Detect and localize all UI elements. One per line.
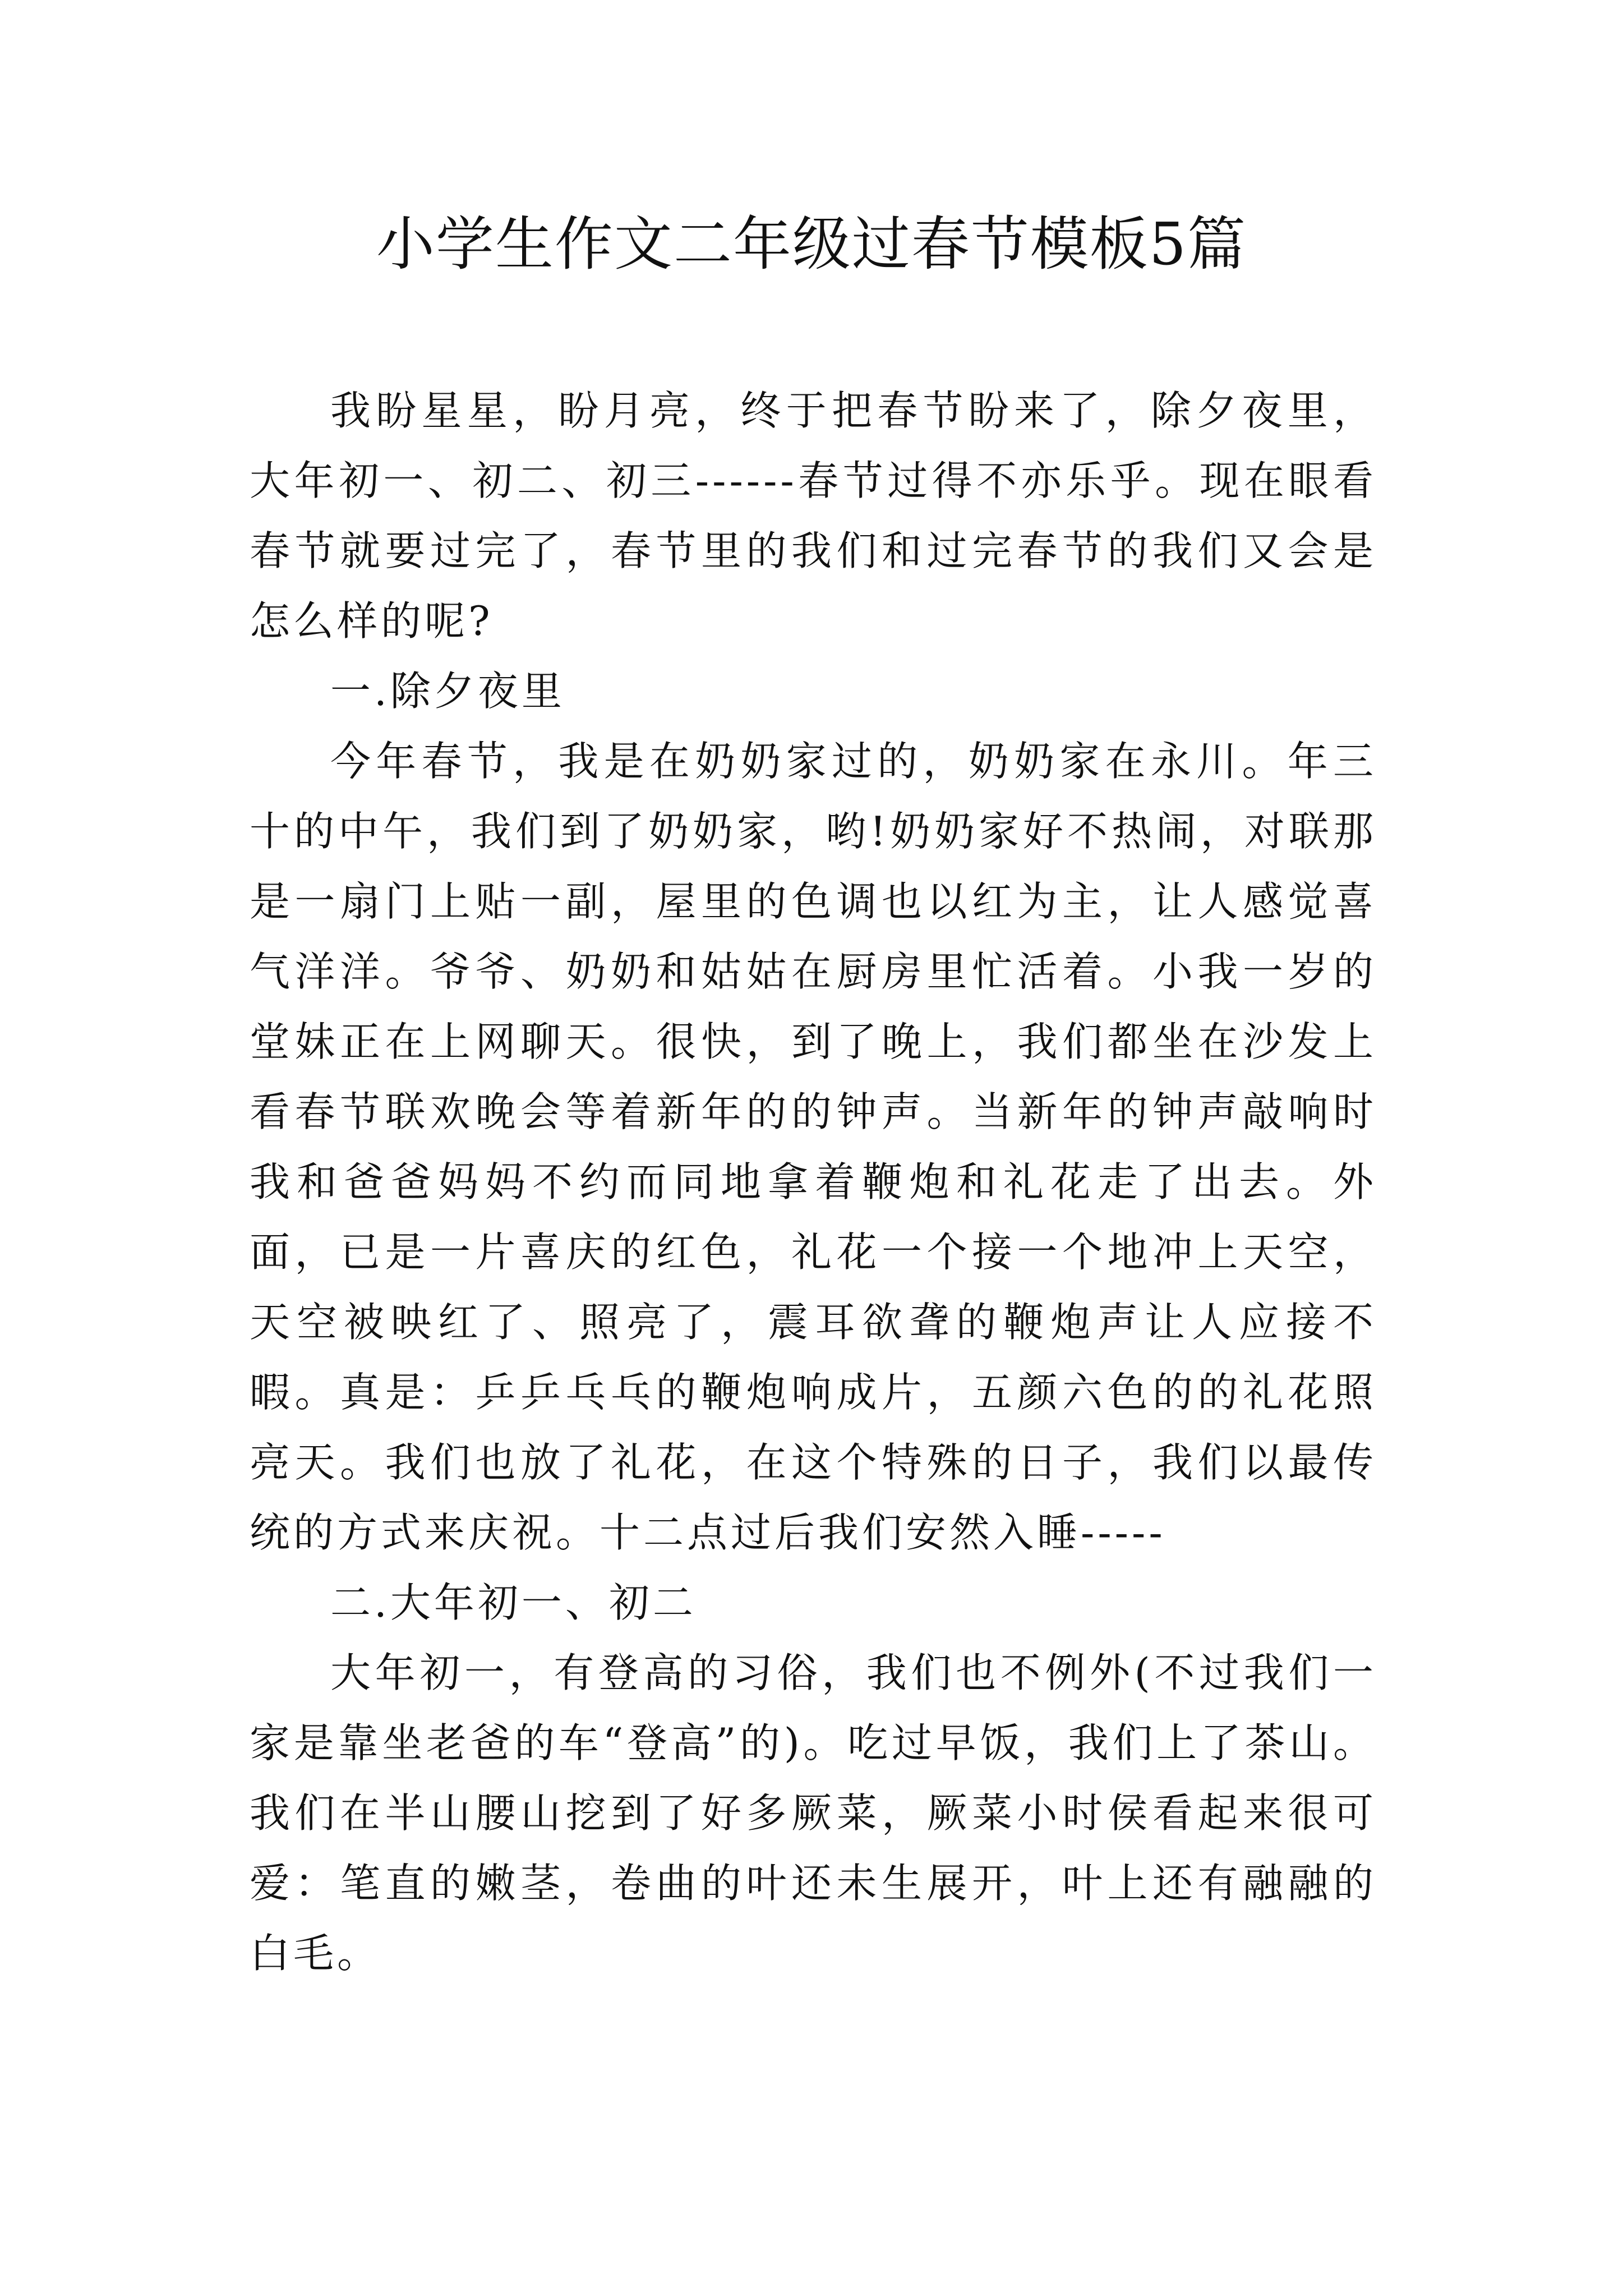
paragraph-intro: 我盼星星，盼月亮，终于把春节盼来了，除夕夜里，大年初一、初二、初三------春节过得不亦乐乎。现在眼看春节就要过完了，春节里的我们和过完春节的我们又会是怎么样的呢? xyxy=(250,387,1377,645)
document-body xyxy=(250,376,1377,1989)
section-heading-2: 二.大年初一、初二 xyxy=(330,1579,697,1626)
paragraph-new-years-eve: 今年春节，我是在奶奶家过的，奶奶家在永川。年三十的中午，我们到了奶奶家，哟!奶奶家好不热闹，对联那是一扇门上贴一副，屋里的色调也以红为主，让人感觉喜气洋洋。爷爷、奶奶和姑姑在厨房里忙活着。小我一岁的堂妹正在上网聊天。很快，到了晚上，我们都坐在沙发上看春节联欢晚会等着新年的的钟声。当新年的钟声敲响时我和爸爸妈妈不约而同地拿着鞭炮和礼花走了出去。外面，已是一片喜庆的红色，礼花一个接一个地冲上天空，天空被映红了、照亮了，震耳欲聋的鞭炮声让人应接不暇。真是：乒乒乓乓的鞭炮响成片，五颜六色的的礼花照亮天。我们也放了礼花，在这个特殊的日子，我们以最传统的方式来庆祝。十二点过后我们安然入睡----- xyxy=(250,738,1377,1556)
paragraph-first-day: 大年初一，有登高的习俗，我们也不例外(不过我们一家是靠坐老爸的车“登高”的)。吃过早饭，我们上了茶山。我们在半山腰山挖到了好多厥菜，厥菜小时侯看起来很可爱：笔直的嫩茎，卷曲的叶还未生展开，叶上还有融融的白毛。 xyxy=(250,1649,1377,1977)
document-title: 小学生作文二年级过春节模板5篇 xyxy=(376,210,1247,278)
section-heading-1: 一.除夕夜里 xyxy=(330,668,565,715)
